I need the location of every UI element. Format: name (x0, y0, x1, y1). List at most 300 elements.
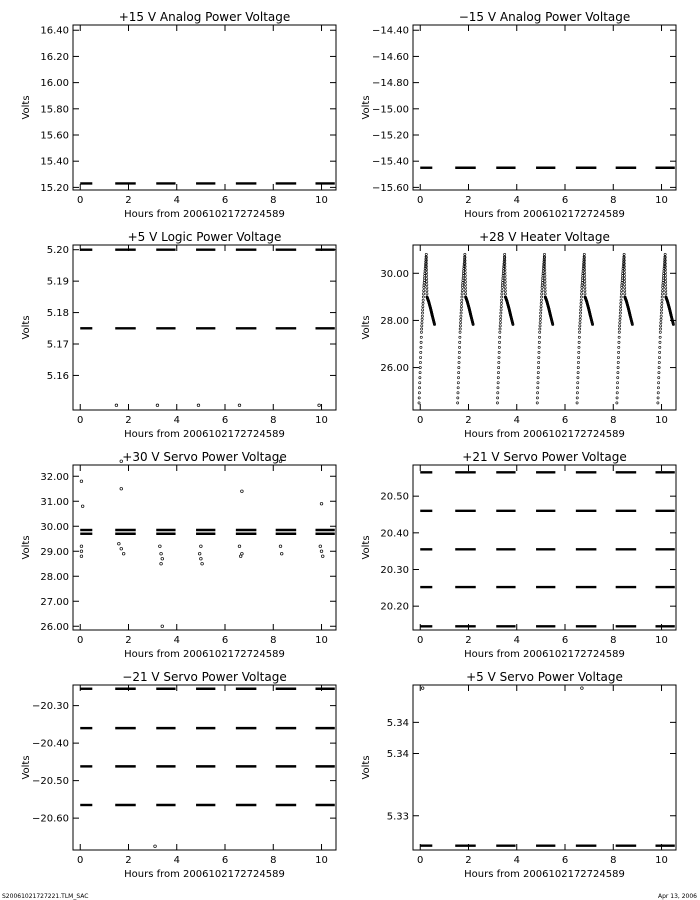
data-point (498, 341, 500, 343)
data-point (624, 287, 626, 289)
y-tick-label: 5.17 (46, 339, 69, 351)
y-tick-label: 5.16 (46, 370, 69, 382)
data-point (504, 284, 506, 286)
data-point (419, 366, 421, 368)
chart-title: −15 V Analog Power Voltage (458, 10, 631, 24)
y-tick-label: −20.30 (31, 701, 69, 713)
chart-title: +30 V Servo Power Voltage (122, 450, 287, 464)
data-point (577, 382, 579, 384)
data-point (538, 356, 540, 358)
data-point (538, 341, 540, 343)
y-axis-label: Volts (361, 755, 372, 780)
data-point (499, 328, 501, 330)
data-point (118, 542, 121, 545)
data-point (659, 346, 661, 348)
data-point (459, 322, 461, 324)
data-point (419, 382, 421, 384)
data-point (538, 336, 540, 338)
data-point (461, 286, 463, 288)
data-point (537, 377, 539, 379)
data-point (581, 290, 583, 292)
data-point (537, 387, 539, 389)
data-point (661, 296, 663, 298)
data-point (426, 281, 428, 283)
data-point (544, 290, 546, 292)
data-point (581, 282, 583, 284)
y-tick-label: 5.33 (386, 811, 409, 823)
data-point (497, 397, 499, 399)
data-point (161, 557, 164, 560)
data-point (578, 346, 580, 348)
x-tick-label: 4 (513, 855, 520, 866)
data-point (319, 545, 322, 548)
data-point (156, 404, 159, 407)
data-point (80, 555, 83, 558)
data-point (458, 366, 460, 368)
data-point (617, 372, 619, 374)
y-tick-label: 30.00 (40, 521, 69, 533)
data-point (457, 402, 459, 404)
chart-panel (21, 230, 336, 440)
data-point (578, 336, 580, 338)
data-point (201, 562, 204, 565)
y-tick-label: 16.00 (40, 78, 69, 90)
chart-panel (21, 10, 336, 220)
data-point (161, 625, 164, 628)
data-point (536, 397, 538, 399)
data-point (620, 306, 622, 308)
data-point (577, 361, 579, 363)
data-point (541, 293, 543, 295)
data-point (576, 392, 578, 394)
x-tick-label: 4 (173, 195, 180, 206)
data-point (320, 502, 323, 505)
data-point (457, 387, 459, 389)
data-point (662, 286, 664, 288)
data-point (460, 318, 462, 320)
x-tick-label: 8 (610, 415, 617, 426)
data-point (502, 282, 504, 284)
data-point (540, 309, 542, 311)
data-point (154, 845, 157, 848)
data-point (241, 490, 244, 493)
data-point (458, 351, 460, 353)
x-tick-label: 4 (173, 855, 180, 866)
x-tick-label: 0 (417, 415, 424, 426)
x-tick-label: 8 (610, 635, 617, 646)
data-point (120, 487, 123, 490)
x-tick-label: 10 (655, 415, 668, 426)
x-tick-label: 0 (77, 415, 84, 426)
data-point (659, 328, 661, 330)
data-point (498, 346, 500, 348)
data-point (420, 341, 422, 343)
data-point (464, 284, 466, 286)
data-point (538, 346, 540, 348)
data-point (661, 293, 663, 295)
data-point (538, 361, 540, 363)
data-point (419, 372, 421, 374)
data-point (421, 318, 423, 320)
data-point (120, 547, 123, 550)
x-tick-label: 2 (125, 855, 132, 866)
data-point (541, 290, 543, 292)
data-point (160, 552, 163, 555)
y-tick-label: 29.00 (40, 546, 69, 558)
data-point (665, 284, 667, 286)
data-point (419, 356, 421, 358)
data-point (618, 331, 620, 333)
data-point (544, 293, 546, 295)
data-point (662, 279, 664, 281)
x-tick-label: 8 (270, 195, 277, 206)
y-tick-label: 15.60 (40, 130, 69, 142)
data-point (617, 366, 619, 368)
data-point (581, 687, 584, 690)
data-point (426, 287, 428, 289)
data-point (422, 296, 424, 298)
data-point (658, 377, 660, 379)
data-point (660, 315, 662, 317)
data-point (539, 325, 541, 327)
data-point (422, 293, 424, 295)
data-point (616, 397, 618, 399)
x-tick-label: 4 (513, 635, 520, 646)
data-point (500, 315, 502, 317)
x-tick-label: 0 (77, 855, 84, 866)
y-tick-label: 30.00 (380, 268, 409, 280)
data-point (499, 325, 501, 327)
data-point (541, 282, 543, 284)
y-tick-label: 5.34 (386, 717, 409, 729)
data-point (462, 284, 464, 286)
data-point (584, 284, 586, 286)
y-axis-label: Volts (361, 315, 372, 340)
data-point (498, 361, 500, 363)
data-point (464, 290, 466, 292)
y-tick-label: 15.20 (40, 182, 69, 194)
x-tick-label: 0 (77, 635, 84, 646)
x-axis-label: Hours from 2006102172724589 (124, 869, 285, 880)
data-point (238, 404, 241, 407)
y-tick-label: 26.00 (40, 621, 69, 633)
y-tick-label: −14.80 (371, 78, 409, 90)
x-tick-label: 6 (561, 415, 569, 426)
data-point (621, 282, 623, 284)
data-point (457, 377, 459, 379)
data-point (541, 284, 543, 286)
data-point (462, 282, 464, 284)
data-point (584, 290, 586, 292)
data-point (658, 356, 660, 358)
data-point (540, 312, 542, 314)
data-point (540, 296, 542, 298)
data-point (318, 404, 321, 407)
x-tick-label: 4 (513, 415, 520, 426)
x-tick-label: 8 (610, 195, 617, 206)
y-tick-label: −15.20 (371, 130, 409, 142)
data-point (460, 309, 462, 311)
data-point (500, 312, 502, 314)
data-point (459, 325, 461, 327)
y-tick-label: 20.50 (380, 491, 409, 503)
plot-frame (413, 465, 676, 630)
data-point (616, 402, 618, 404)
data-point (539, 318, 541, 320)
data-point (662, 284, 664, 286)
y-tick-label: 20.20 (380, 601, 409, 613)
y-tick-label: −15.60 (371, 182, 409, 194)
x-axis-label: Hours from 2006102172724589 (464, 429, 625, 440)
x-tick-label: 2 (465, 855, 472, 866)
x-axis-label: Hours from 2006102172724589 (124, 649, 285, 660)
data-point (504, 293, 506, 295)
data-point (617, 361, 619, 363)
data-point (621, 284, 623, 286)
data-point (660, 309, 662, 311)
data-point (499, 322, 501, 324)
plot-frame (73, 465, 336, 630)
data-point (421, 312, 423, 314)
y-axis-label: Volts (21, 535, 32, 560)
data-point (501, 284, 503, 286)
chart-panel (21, 450, 336, 660)
data-point (499, 318, 501, 320)
x-tick-label: 8 (610, 855, 617, 866)
data-point (501, 286, 503, 288)
data-point (657, 392, 659, 394)
data-point (661, 299, 663, 301)
data-point (425, 253, 427, 255)
data-point (618, 336, 620, 338)
data-point (659, 341, 661, 343)
data-point (423, 279, 425, 281)
y-tick-label: −15.40 (371, 156, 409, 168)
data-point (238, 545, 241, 548)
data-point (457, 382, 459, 384)
data-point (624, 284, 626, 286)
data-point (200, 557, 203, 560)
x-tick-label: 0 (417, 195, 424, 206)
chart-panel (361, 230, 676, 440)
x-tick-label: 4 (173, 415, 180, 426)
data-point (461, 302, 463, 304)
data-point (579, 312, 581, 314)
y-tick-label: 16.40 (40, 25, 69, 37)
data-point (658, 372, 660, 374)
data-point (421, 322, 423, 324)
plot-frame (413, 25, 676, 190)
x-tick-label: 0 (417, 635, 424, 646)
x-tick-label: 10 (315, 855, 328, 866)
data-point (658, 361, 660, 363)
x-tick-label: 2 (125, 195, 132, 206)
y-tick-label: 15.40 (40, 156, 69, 168)
data-point (115, 404, 118, 407)
y-tick-label: −14.40 (371, 25, 409, 37)
y-tick-label: 26.00 (380, 363, 409, 375)
data-point (200, 545, 203, 548)
data-point (616, 387, 618, 389)
data-point (576, 402, 578, 404)
data-point (579, 322, 581, 324)
data-point (544, 278, 546, 280)
data-point (504, 281, 506, 283)
y-tick-label: −20.40 (31, 738, 69, 750)
data-point (620, 293, 622, 295)
x-tick-label: 6 (221, 635, 229, 646)
data-point (665, 290, 667, 292)
data-point (659, 331, 661, 333)
chart-panel (361, 670, 676, 880)
data-point (279, 545, 282, 548)
data-point (500, 299, 502, 301)
x-tick-label: 4 (173, 635, 180, 646)
data-point (426, 290, 428, 292)
data-point (584, 293, 586, 295)
data-point (498, 366, 500, 368)
data-point (618, 328, 620, 330)
data-point (537, 366, 539, 368)
data-point (501, 290, 503, 292)
x-tick-label: 6 (561, 635, 569, 646)
data-point (660, 325, 662, 327)
data-point (159, 545, 162, 548)
y-tick-label: 5.34 (386, 748, 409, 760)
data-point (576, 397, 578, 399)
data-point (618, 346, 620, 348)
data-point (543, 253, 545, 255)
y-tick-label: 32.00 (40, 471, 69, 483)
data-point (619, 322, 621, 324)
data-point (619, 312, 621, 314)
data-point (461, 293, 463, 295)
y-axis-label: Volts (361, 95, 372, 120)
data-point (419, 361, 421, 363)
data-point (580, 293, 582, 295)
data-point (420, 336, 422, 338)
data-point (501, 293, 503, 295)
data-point (659, 336, 661, 338)
data-point (624, 293, 626, 295)
x-tick-label: 10 (655, 195, 668, 206)
data-point (497, 382, 499, 384)
data-point (579, 315, 581, 317)
x-tick-label: 10 (315, 195, 328, 206)
data-point (661, 302, 663, 304)
data-point (620, 299, 622, 301)
y-axis-label: Volts (21, 95, 32, 120)
data-point (422, 302, 424, 304)
plot-frame (73, 25, 336, 190)
data-point (539, 315, 541, 317)
data-point (660, 318, 662, 320)
data-point (280, 552, 283, 555)
data-point (664, 278, 666, 280)
data-point (616, 382, 618, 384)
data-point (579, 325, 581, 327)
data-point (497, 392, 499, 394)
data-point (616, 392, 618, 394)
x-tick-label: 8 (270, 635, 277, 646)
data-point (459, 328, 461, 330)
data-point (464, 278, 466, 280)
plot-frame (413, 245, 676, 410)
data-point (584, 278, 586, 280)
x-axis-label: Hours from 2006102172724589 (464, 209, 625, 220)
data-point (458, 346, 460, 348)
data-point (537, 382, 539, 384)
x-tick-label: 6 (221, 195, 229, 206)
x-tick-label: 6 (221, 415, 229, 426)
data-point (461, 299, 463, 301)
data-point (580, 309, 582, 311)
plot-frame (413, 685, 676, 850)
y-tick-label: 5.18 (46, 308, 69, 320)
data-point (619, 315, 621, 317)
x-tick-label: 10 (655, 635, 668, 646)
chart-title: −21 V Servo Power Voltage (122, 670, 287, 684)
data-point (619, 318, 621, 320)
data-point (426, 278, 428, 280)
data-point (422, 309, 424, 311)
chart-panel (361, 10, 676, 220)
data-point (421, 315, 423, 317)
data-point (426, 284, 428, 286)
x-tick-label: 10 (315, 415, 328, 426)
data-point (497, 372, 499, 374)
data-point (420, 331, 422, 333)
data-point (540, 302, 542, 304)
data-point (497, 377, 499, 379)
data-point (580, 299, 582, 301)
x-axis-label: Hours from 2006102172724589 (124, 209, 285, 220)
data-point (504, 278, 506, 280)
chart-title: +15 V Analog Power Voltage (118, 10, 291, 24)
chart-title: +5 V Logic Power Voltage (127, 230, 282, 244)
data-point (623, 281, 625, 283)
chart-title: +21 V Servo Power Voltage (462, 450, 627, 464)
x-tick-label: 0 (77, 195, 84, 206)
data-point (198, 552, 201, 555)
data-point (662, 282, 664, 284)
y-tick-label: 28.00 (380, 315, 409, 327)
data-point (665, 287, 667, 289)
data-point (460, 315, 462, 317)
data-point (536, 402, 538, 404)
data-point (541, 286, 543, 288)
data-point (539, 331, 541, 333)
data-point (544, 284, 546, 286)
data-point (461, 296, 463, 298)
data-point (578, 356, 580, 358)
data-point (617, 377, 619, 379)
data-point (458, 356, 460, 358)
data-point (461, 290, 463, 292)
data-point (420, 351, 422, 353)
data-point (460, 312, 462, 314)
data-point (320, 550, 323, 553)
data-point (504, 253, 506, 255)
y-tick-label: 15.80 (40, 104, 69, 116)
y-axis-label: Volts (21, 315, 32, 340)
data-point (619, 309, 621, 311)
data-point (657, 387, 659, 389)
data-point (497, 387, 499, 389)
data-point (579, 328, 581, 330)
data-point (657, 402, 659, 404)
data-point (423, 286, 425, 288)
